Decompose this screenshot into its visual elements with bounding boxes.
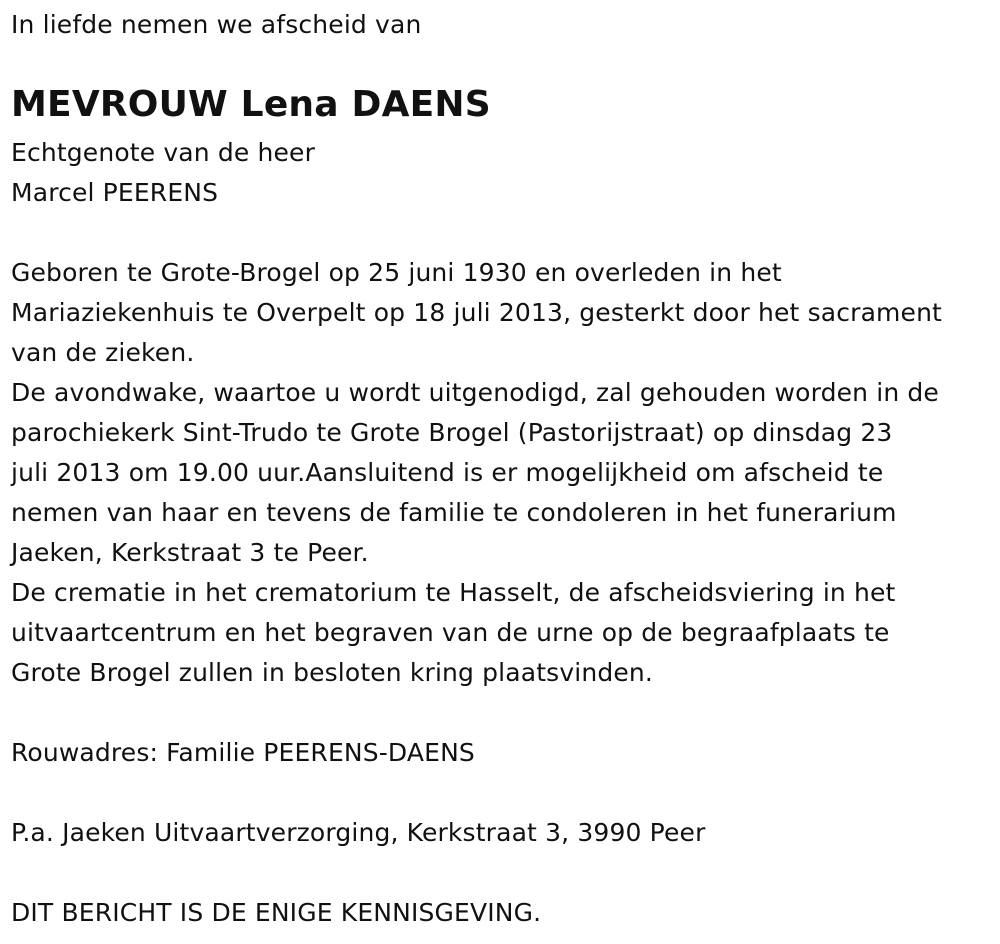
mourning-address: Rouwadres: Familie PEERENS-DAENS	[11, 738, 475, 767]
body-line: Grote Brogel zullen in besloten kring plaatsvinden.	[11, 658, 654, 687]
body-line: Geboren te Grote-Brogel op 25 juni 1930 en overleden in het	[11, 258, 782, 287]
notice-body	[11, 253, 942, 693]
body-line: nemen van haar en tevens de familie te condoleren in het funerarium	[11, 498, 897, 527]
deceased-name: MEVROUW Lena DAENS	[11, 84, 491, 125]
funeral-home-address: P.a. Jaeken Uitvaartverzorging, Kerkstraat 3, 3990 Peer	[11, 818, 706, 847]
body-line: Mariaziekenhuis te Overpelt op 18 juli 2013, gesterkt door het sacrament	[11, 298, 943, 327]
body-line: Jaeken, Kerkstraat 3 te Peer.	[11, 538, 369, 567]
body-line: uitvaartcentrum en het begraven van de urne op de begraafplaats te	[11, 618, 890, 647]
closing-notice: DIT BERICHT IS DE ENIGE KENNISGEVING.	[11, 898, 542, 927]
body-line: van de zieken.	[11, 338, 195, 367]
spouse-block	[11, 133, 315, 213]
body-line: De crematie in het crematorium te Hasselt, de afscheidsviering in het	[11, 578, 896, 607]
intro-line: In liefde nemen we afscheid van	[11, 10, 422, 39]
spouse-line: Echtgenote van de heer	[11, 138, 315, 167]
spouse-name: Marcel PEERENS	[11, 178, 219, 207]
body-line: juli 2013 om 19.00 uur.Aansluitend is er mogelijkheid om afscheid te	[11, 458, 884, 487]
body-line: parochiekerk Sint-Trudo te Grote Brogel (Pastorijstraat) op dinsdag 23	[11, 418, 893, 447]
body-line: De avondwake, waartoe u wordt uitgenodigd, zal gehouden worden in de	[11, 378, 939, 407]
